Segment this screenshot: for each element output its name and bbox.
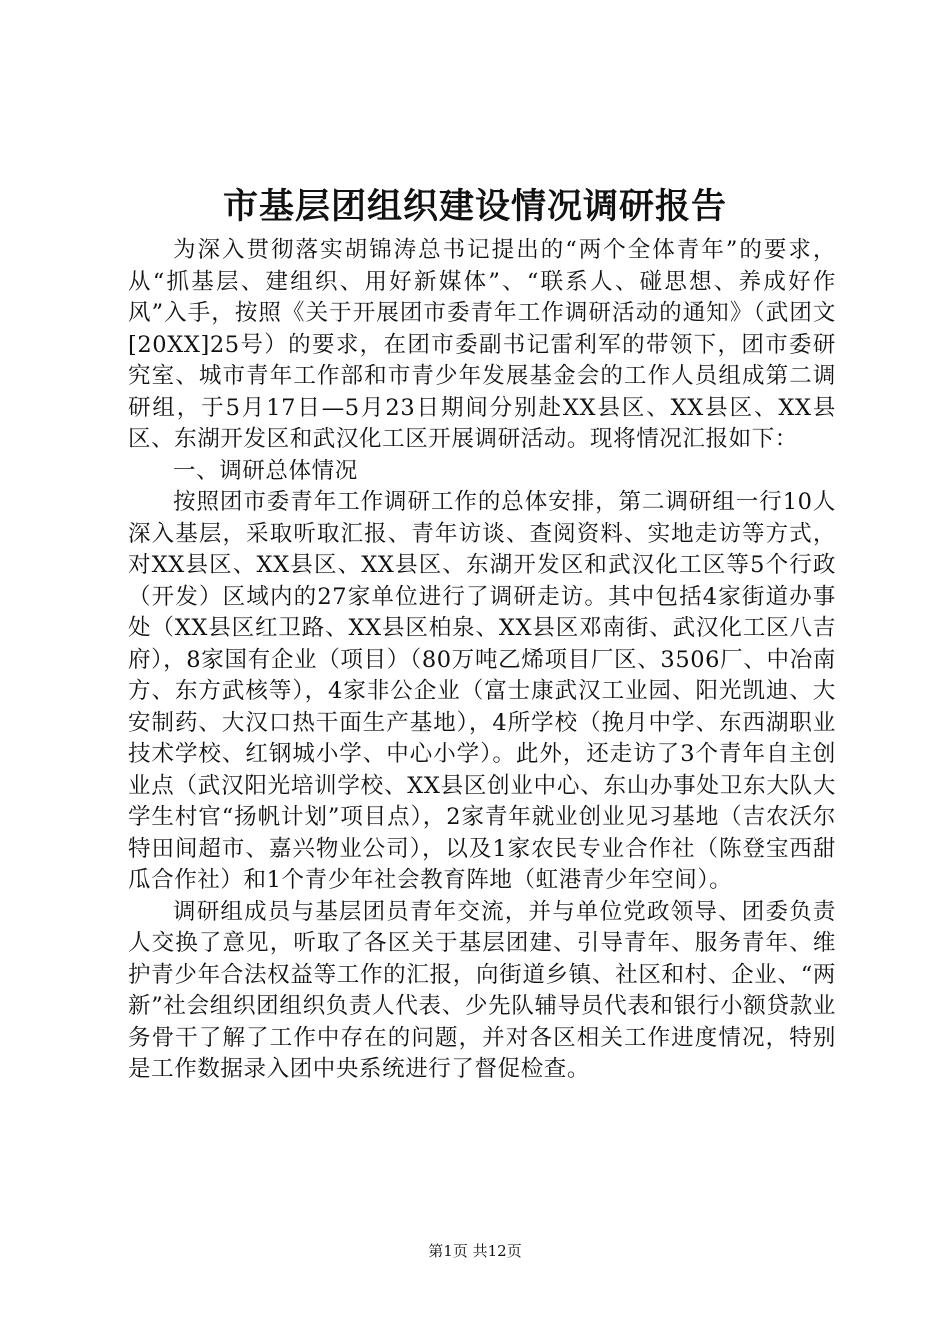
document-body xyxy=(128,235,836,1086)
document-title: 市基层团组织建设情况调研报告 xyxy=(222,186,727,227)
exchange-paragraph: 调研组成员与基层团员青年交流，并与单位党政领导、团委负责人交换了意见，听取了各区关于基层团建、引导青年、服务青年、维护青少年合法权益等工作的汇报，向街道乡镇、社区和村、企业、“两新”社会组织团组织负责人代表、少先队辅导员代表和银行小额贷款业务骨干了解了工作中存在的问题，并对各区相关工作进度情况，特别是工作数据录入团中央系统进行了督促检查。 xyxy=(128,898,836,1082)
survey-overview-paragraph: 按照团市委青年工作调研工作的总体安排，第二调研组一行10人深入基层，采取听取汇报、青年访谈、查阅资料、实地走访等方式，对XX县区、XX县区、XX县区、东湖开发区和武汉化工区等5个行政（开发）区域内的27家单位进行了调研走访。其中包括4家街道办事处（XX县区红卫路、XX县区柏泉、XX县区邓南街、武汉化工区八吉府），8家国有企业（项目）（80万吨乙烯项目厂区、3506厂、中冶南方、东方武核等），4家非公企业（富士康武汉工业园、阳光凯迪、大安制药、大汉口热干面生产基地），4所学校（挽月中学、东西湖职业技术学校、红钢城小学、中心小学）。此外，还走访了3个青年自主创业点（武汉阳光培训学校、XX县区创业中心、东山办事处卫东大队大学生村官“扬帆计划”项目点），2家青年就业创业见习基地（吉农沃尔特田间超市、嘉兴物业公司），以及1家农民专业合作社（陈登宝西甜瓜合作社）和1个青少年社会教育阵地（虹港青少年空间）。 xyxy=(128,489,836,893)
intro-paragraph: 为深入贯彻落实胡锦涛总书记提出的“两个全体青年”的要求，从“抓基层、建组织、用好新媒体”、“联系人、碰思想、养成好作风”入手，按照《关于开展团市委青年工作调研活动的通知》（武团文[20XX]25号）的要求，在团市委副书记雷利军的带领下，团市委研究室、城市青年工作部和市青少年发展基金会的工作人员组成第二调研组，于5月17日—5月23日期间分别赴XX县区、XX县区、XX县区、东湖开发区和武汉化工区开展调研活动。现将情况汇报如下： xyxy=(128,237,836,452)
page-number-footer: 第1页 共12页 xyxy=(428,1242,522,1260)
section-heading: 一、调研总体情况 xyxy=(173,457,358,484)
